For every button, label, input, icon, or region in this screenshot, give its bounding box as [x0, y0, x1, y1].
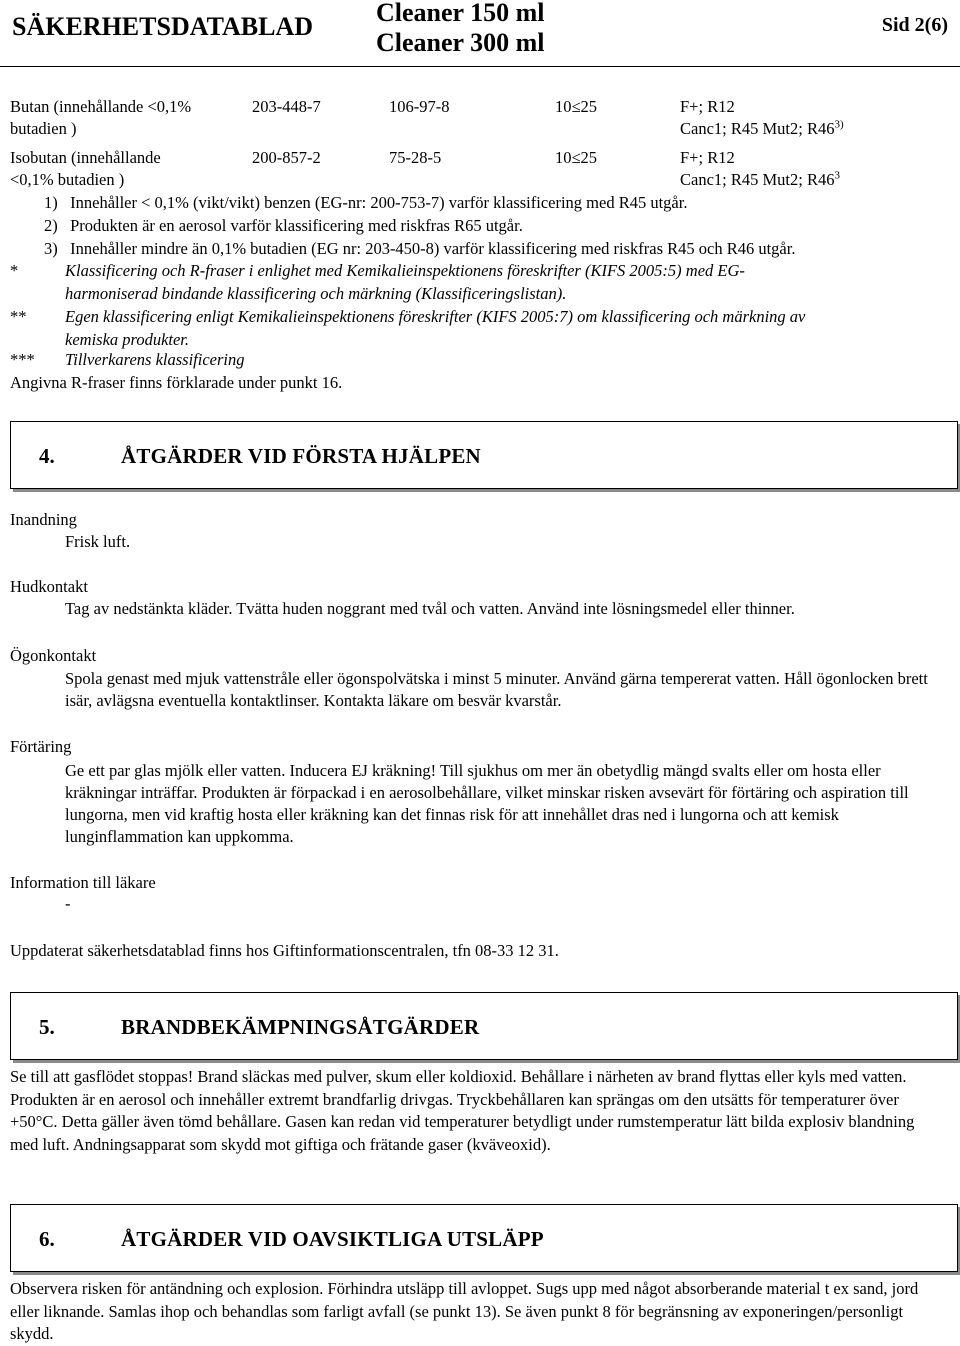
doctor-info-text: -	[65, 894, 71, 913]
section-number: 6.	[39, 1227, 55, 1251]
doctor-info-label: Information till läkare	[10, 873, 156, 892]
document-title: SÄKERHETSDATABLAD	[12, 12, 313, 41]
footnote-text: Innehåller < 0,1% (vikt/vikt) benzen (EG-nr: 200-753-7) varför klassificering med R45 utgår.	[70, 193, 688, 212]
inhalation-text: Frisk luft.	[65, 532, 131, 551]
cas-number: 106-97-8	[389, 97, 450, 116]
product-name-1: Cleaner 150 ml	[376, 0, 545, 27]
section-6-heading	[10, 1204, 958, 1272]
section-title: ÅTGÄRDER VID OAVSIKTLIGA UTSLÄPP	[121, 1227, 544, 1251]
product-name-2: Cleaner 300 ml	[376, 28, 545, 57]
cas-number: 75-28-5	[389, 148, 442, 167]
concentration: 10≤25	[555, 97, 598, 116]
footnote-number: 3)	[44, 239, 58, 258]
page-header	[0, 0, 960, 67]
section-title: BRANDBEKÄMPNINGSÅTGÄRDER	[121, 1015, 480, 1039]
footnote-text: Produkten är en aerosol varför klassificering med riskfras R65 utgår.	[70, 216, 523, 235]
skin-contact-text: Tag av nedstänkta kläder. Tvätta huden noggrant med tvål och vatten. Använd inte lösningsmedel eller thinner.	[65, 599, 795, 618]
concentration: 10≤25	[555, 148, 598, 167]
footnote-ref: 3	[834, 169, 840, 182]
ingredient-name: Butan (innehållande <0,1%	[10, 97, 192, 116]
classification-cont	[680, 119, 844, 139]
footnote-number: 2)	[44, 216, 58, 235]
star-note-text-cont: harmoniserad bindande klassificering och märkning (Klassificeringslistan).	[65, 284, 567, 303]
ingredient-name: Isobutan (innehållande	[10, 148, 161, 167]
star-mark: ***	[10, 350, 35, 369]
ingredient-name-cont: <0,1% butadien )	[10, 170, 125, 189]
section-4-heading	[10, 421, 958, 489]
ingestion-text: Ge ett par glas mjölk eller vatten. Inducera EJ kräkning! Till sjukhus om mer än obetydlig mängd svalts eller om hosta eller kräkningar inträffar. Produkten är förpackad i en aerosolbehållare, vilket minskar risken avsevärt för förtäring och aspiration till lungorna, men vid kraftig hosta eller kräkning kan det finnas risk för att innehållet dras ned i lungorna och att kemisk lunginflammation kan uppkomma.	[65, 761, 909, 846]
section-5-heading	[10, 992, 958, 1060]
fire-fighting-text: Se till att gasflödet stoppas! Brand släckas med pulver, skum eller koldioxid. Behållare i närheten av brand flyttas eller kyls med vatten. Produkten är en aerosol och innehåller extremt brandfarlig drivgas. Tryckbehållaren kan sprängas om den utsätts för temperaturer över +50°C. Detta gäller även tömd behållare. Gasen kan redan vid temperaturer betydligt under rumstemperatur lätt bilda explosiv blandning med luft. Andningsapparat som skydd mot giftiga och frätande gaser (kväveoxid).	[10, 1067, 915, 1154]
section-number: 4.	[39, 444, 55, 468]
eye-contact-text: Spola genast med mjuk vattenstråle eller ögonspolvätska i minst 5 minuter. Använd gärna tempererat vatten. Håll ögonlocken brett isär, avlägsna eventuella kontaktlinser. Kontakta läkare om besvär kvarstår.	[65, 669, 928, 710]
classification-text: Canc1; R45 Mut2; R46	[680, 170, 835, 189]
updated-sds-note: Uppdaterat säkerhetsdatablad finns hos Giftinformationscentralen, tfn 08-33 12 31.	[10, 941, 559, 960]
ingestion-label: Förtäring	[10, 737, 72, 756]
classification-text: Canc1; R45 Mut2; R46	[680, 119, 835, 138]
eg-number: 200-857-2	[252, 148, 321, 167]
skin-contact-label: Hudkontakt	[10, 577, 88, 596]
star-note-text: Tillverkarens klassificering	[65, 350, 245, 369]
footnote-1	[44, 193, 687, 213]
footnote-2	[44, 216, 523, 236]
ingredient-name-cont: butadien )	[10, 119, 77, 138]
section-title: ÅTGÄRDER VID FÖRSTA HJÄLPEN	[121, 444, 481, 468]
footnote-3	[44, 239, 795, 259]
eye-contact-label: Ögonkontakt	[10, 646, 97, 665]
classification: F+; R12	[680, 97, 735, 116]
accidental-release-text: Observera risken för antändning och explosion. Förhindra utsläpp till avloppet. Sugs upp med något absorberande material t ex sand, jord eller liknande. Samlas ihop och behandlas som farligt avfall (se punkt 13). Se även punkt 8 för begränsning av exponeringen/personligt skydd.	[10, 1279, 919, 1343]
footnote-text: Innehåller mindre än 0,1% butadien (EG nr: 203-450-8) varför klassificering med riskfras R45 och R46 utgår.	[70, 239, 796, 258]
footnote-ref: 3)	[834, 118, 844, 131]
star-note-text-cont: kemiska produkter.	[65, 330, 190, 349]
eg-number: 203-448-7	[252, 97, 321, 116]
classification-cont	[680, 170, 840, 190]
star-mark: **	[10, 307, 27, 326]
r-phrases-note: Angivna R-fraser finns förklarade under punkt 16.	[10, 373, 343, 392]
page-number: Sid 2(6)	[881, 14, 948, 36]
inhalation-label: Inandning	[10, 510, 77, 529]
star-note-text: Egen klassificering enligt Kemikalieinspektionens föreskrifter (KIFS 2005:7) om klassificering och märkning av	[65, 307, 806, 326]
star-note-text: Klassificering och R-fraser i enlighet med Kemikalieinspektionens föreskrifter (KIFS 2005:5) med EG-	[65, 261, 745, 280]
section-number: 5.	[39, 1015, 55, 1039]
star-mark: *	[10, 261, 19, 280]
classification: F+; R12	[680, 148, 735, 167]
footnote-number: 1)	[44, 193, 58, 212]
